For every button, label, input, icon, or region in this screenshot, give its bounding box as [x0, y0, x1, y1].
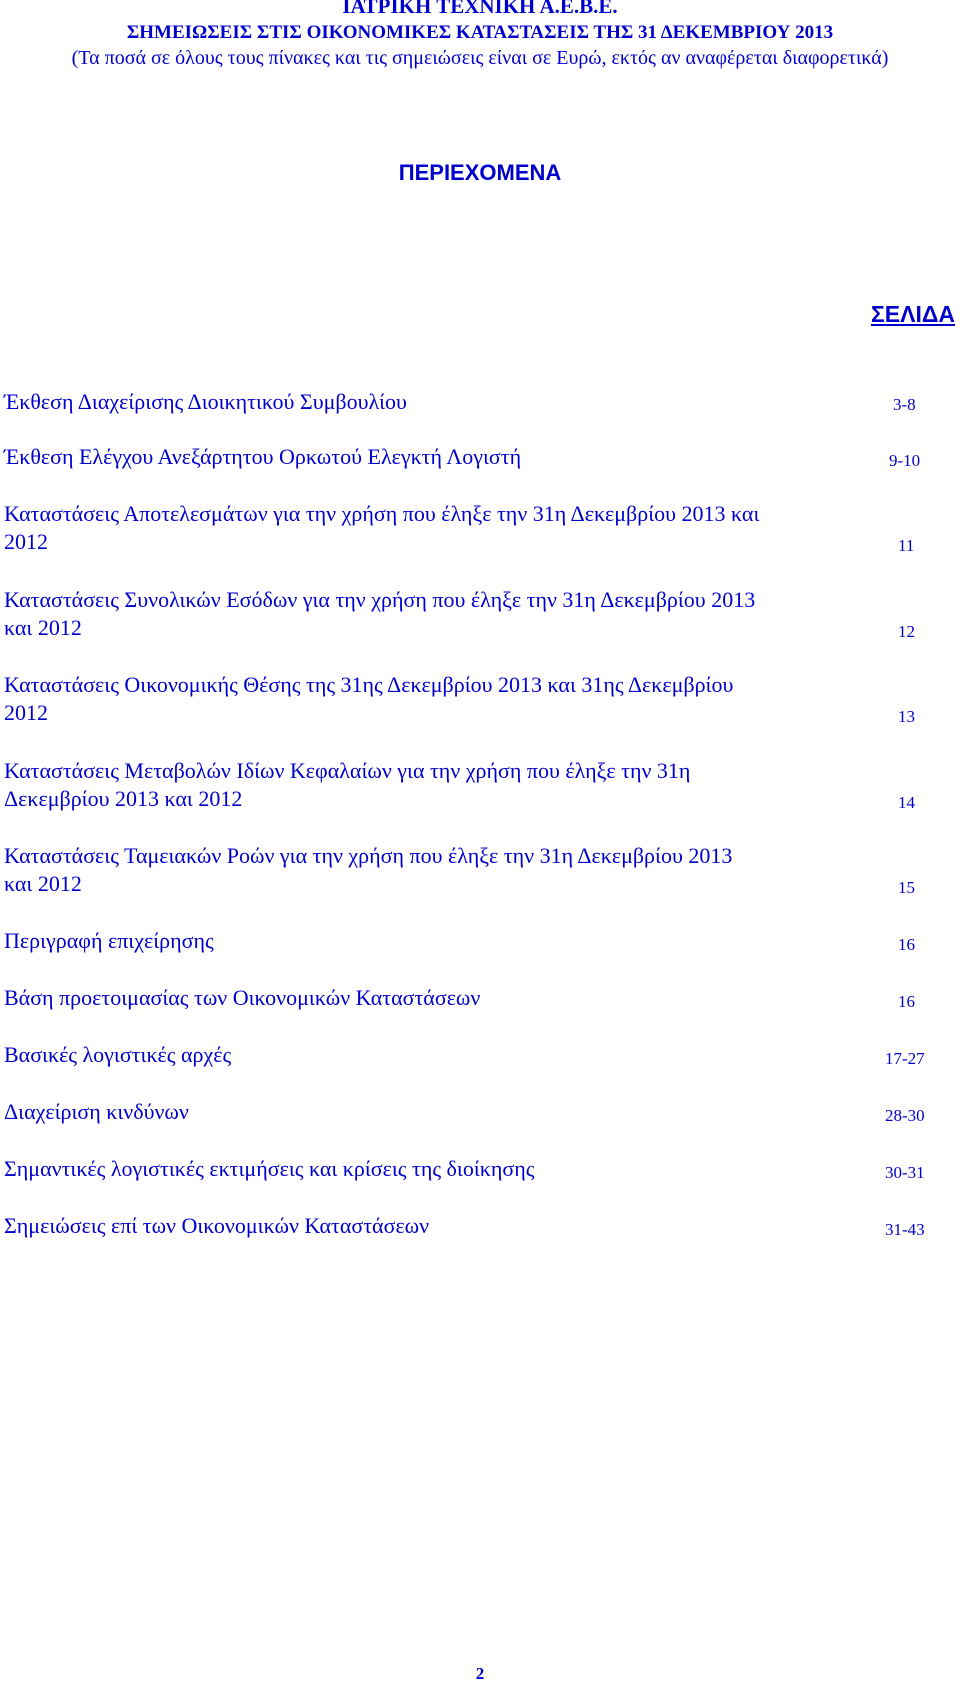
toc-entry-title: Έκθεση Ελέγχου Ανεξάρτητου Ορκωτού Ελεγκτή Λογιστή: [4, 444, 522, 469]
toc-entry-title: Βάση προετοιμασίας των Οικονομικών Καταστάσεων: [4, 985, 481, 1010]
toc-entry: [4, 500, 864, 556]
toc-entry-title: Σημαντικές λογιστικές εκτιμήσεις και κρίσεις της διοίκησης: [4, 1156, 535, 1181]
toc-entry-title: Βασικές λογιστικές αρχές: [4, 1042, 232, 1067]
toc-entry-page: 3-8: [893, 395, 916, 414]
toc-entry: [4, 443, 864, 471]
toc-entry-page: 13: [898, 707, 915, 726]
currency-note: (Τα ποσά σε όλους τους πίνακες και τις σημειώσεις είναι σε Ευρώ, εκτός αν αναφέρεται διαφορετικά): [71, 47, 889, 69]
toc-entry: [4, 1212, 864, 1240]
toc-entry: [4, 757, 864, 813]
toc-entry: [4, 1098, 864, 1126]
toc-entry-page: 14: [898, 793, 915, 812]
toc-entry-title: Καταστάσεις Συνολικών Εσόδων για την χρήση που έληξε την 31η Δεκεμβρίου 2013 και 2012: [4, 587, 756, 640]
toc-entry: [4, 1155, 864, 1183]
toc-entry-page: 30-31: [885, 1163, 925, 1182]
toc-entry-page: 16: [898, 935, 915, 954]
toc-entry: [4, 927, 864, 955]
document-subtitle: ΣΗΜΕΙΩΣΕΙΣ ΣΤΙΣ ΟΙΚΟΝΟΜΙΚΕΣ ΚΑΤΑΣΤΑΣΕΙΣ ΤΗΣ 31 ΔΕΚΕΜΒΡΙΟΥ 2013: [126, 22, 834, 43]
toc-entry: [4, 1041, 864, 1069]
page-column-header: ΣΕΛΙΔΑ: [870, 301, 955, 327]
toc-entry-page: 12: [898, 622, 915, 641]
toc-entry-page: 16: [898, 992, 915, 1011]
toc-entry: [4, 388, 864, 416]
toc-entry-page: 31-43: [885, 1220, 925, 1239]
toc-entry: [4, 586, 864, 642]
toc-entry-page: 17-27: [885, 1049, 925, 1068]
toc-entry-page: 28-30: [885, 1106, 925, 1125]
toc-entry: [4, 671, 864, 727]
toc-entry-title: Καταστάσεις Αποτελεσμάτων για την χρήση που έληξε την 31η Δεκεμβρίου 2013 και 2012: [4, 501, 760, 554]
toc-entry-page: 9-10: [889, 451, 921, 470]
toc-entry-title: Σημειώσεις επί των Οικονομικών Καταστάσεων: [4, 1213, 430, 1238]
toc-entry-page: 15: [898, 878, 915, 897]
toc-entry-title: Καταστάσεις Μεταβολών Ιδίων Κεφαλαίων για την χρήση που έληξε την 31η Δεκεμβρίου 2013 και 2012: [4, 758, 691, 811]
company-name: ΙΑΤΡΙΚΗ ΤΕΧΝΙΚΗ Α.Ε.Β.Ε.: [342, 0, 618, 18]
toc-entry-title: Περιγραφή επιχείρησης: [4, 928, 214, 953]
toc-entry: [4, 984, 864, 1012]
toc-title: ΠΕΡΙΕΧΟΜΕΝΑ: [398, 160, 562, 185]
toc-entry-title: Έκθεση Διαχείρισης Διοικητικού Συμβουλίου: [4, 389, 407, 414]
toc-entry-title: Διαχείριση κινδύνων: [4, 1099, 189, 1124]
toc-entry-page: 11: [898, 536, 915, 555]
page-number: 2: [475, 1664, 485, 1683]
toc-entry: [4, 842, 864, 898]
toc-entry-title: Καταστάσεις Ταμειακών Ροών για την χρήση που έληξε την 31η Δεκεμβρίου 2013 και 2012: [4, 843, 733, 896]
toc-entry-title: Καταστάσεις Οικονομικής Θέσης της 31ης Δεκεμβρίου 2013 και 31ης Δεκεμβρίου 2012: [4, 672, 734, 725]
